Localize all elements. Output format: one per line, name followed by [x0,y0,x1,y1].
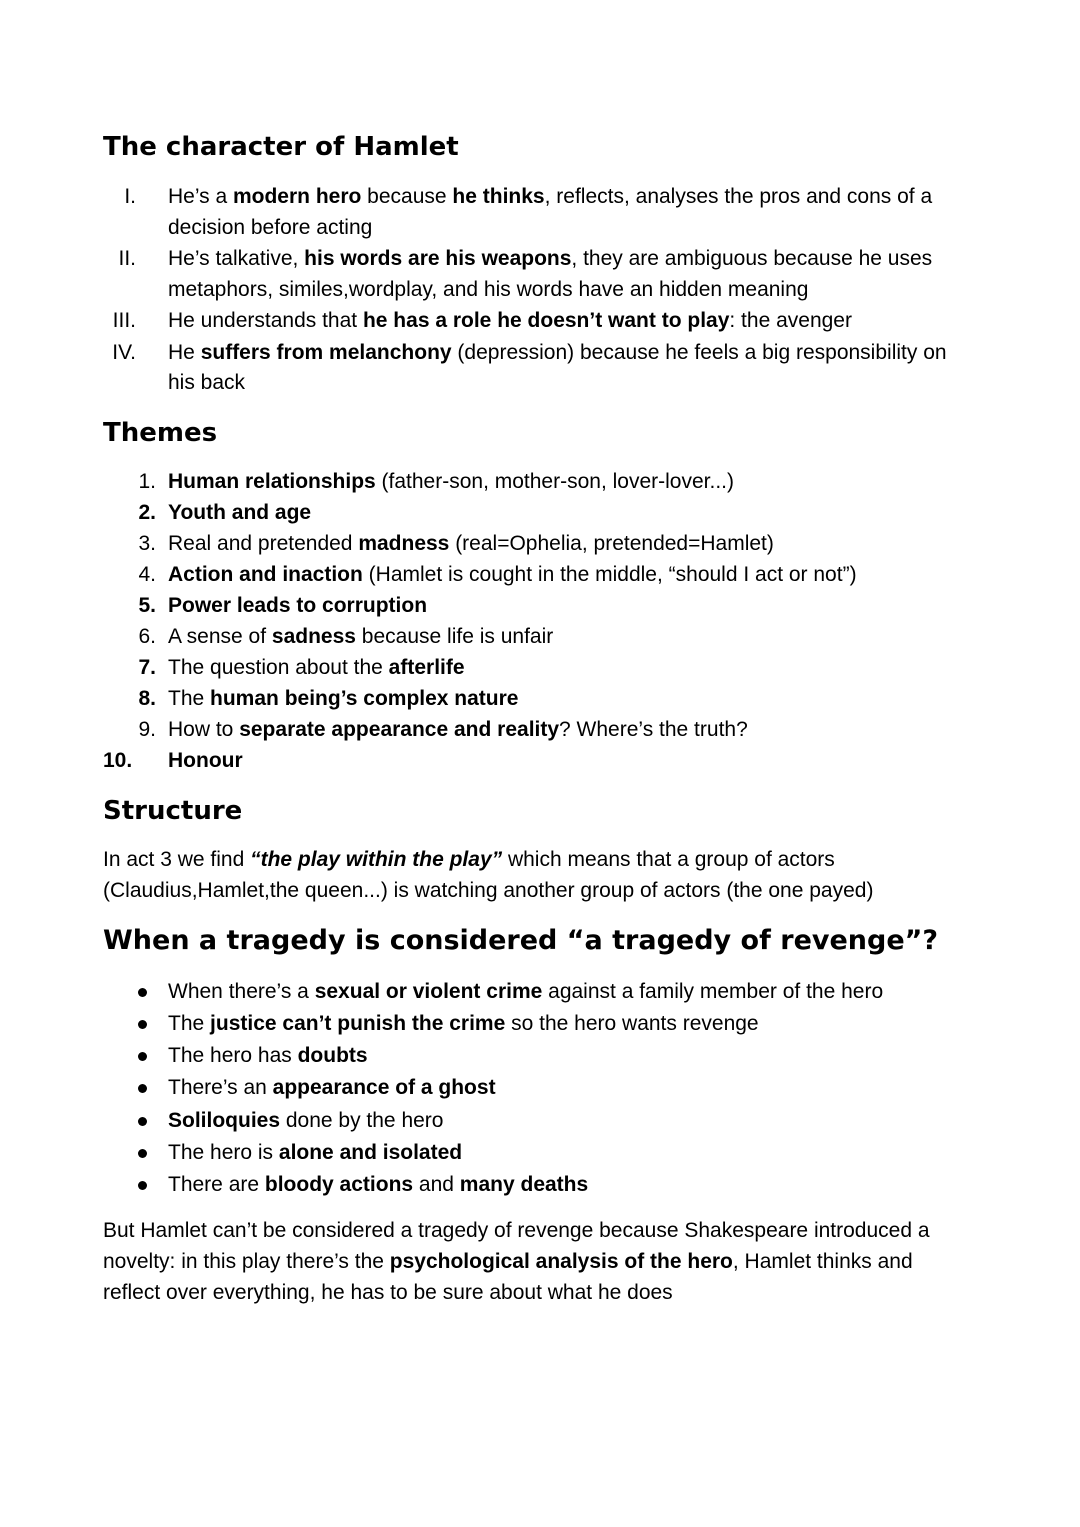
bold-text: suffers from melanchony [200,341,452,364]
text-run: so the hero wants revenge [505,1012,759,1035]
hamlet-item-1-line-1 [168,183,932,211]
heading-character-of-hamlet: The character of Hamlet [103,132,459,162]
hamlet-item-4-line-2 [168,369,245,397]
text-run: , reflects, analyses the pros and cons of a [544,185,933,208]
text-run: , they are ambiguous because he uses [571,247,933,270]
theme-item [168,685,518,713]
bold-text: Power leads to corruption [168,594,428,617]
theme-number: 7. [138,656,156,679]
conclusion-line-2 [103,1248,913,1276]
theme-number: 5. [138,594,156,617]
text-run: , Hamlet thinks and [732,1250,913,1273]
hamlet-item-2-line-2 [168,276,808,304]
text-run: his back [168,371,246,394]
bold-text: Youth and age [168,501,312,524]
theme-number: 2. [138,501,156,524]
bold-text: sadness [271,625,356,648]
hamlet-item-1-line-2 [168,214,372,242]
revenge-item [168,1010,759,1038]
text-run: because life is unfair [355,625,554,648]
text-run: When there’s a [168,980,315,1003]
text-run: In act 3 we find [103,848,251,871]
bold-text: he thinks [452,185,545,208]
theme-number: 3. [138,532,156,555]
theme-item [168,716,748,744]
bold-text: Human relationships [168,470,376,493]
bold-text: appearance of a ghost [272,1076,496,1099]
hamlet-item-2-line-1 [168,245,932,273]
revenge-item [168,1074,496,1102]
bullet-icon [138,1084,147,1093]
text-run: decision before acting [168,216,373,239]
text-run: metaphors, similes,wordplay, and his words have an hidden meaning [168,278,809,301]
theme-item [168,561,857,589]
text-run: : the avenger [729,309,852,332]
text-run: The hero is [168,1141,279,1164]
bullet-icon [138,1181,147,1190]
bullet-icon [138,1020,147,1029]
text-run: The hero has [168,1044,298,1067]
bold-text: his words are his weapons [304,247,572,270]
theme-item [168,530,774,558]
bold-text [250,848,502,871]
theme-item [168,623,553,651]
theme-item [168,747,243,775]
bold-text: alone and isolated [278,1141,463,1164]
bullet-icon [138,1052,147,1061]
text-run: Real and pretended [168,532,359,555]
text-run: A sense of [168,625,272,648]
bold-text: doubts [297,1044,368,1067]
text-run: (depression) because he feels a big responsibility on [451,341,947,364]
hamlet-item-4-line-1 [168,339,947,367]
theme-item [168,499,311,527]
bold-text: justice can’t punish the crime [210,1012,506,1035]
text-run: because [361,185,453,208]
text-run: reflect over everything, he has to be sure about what he does [103,1281,673,1304]
bold-text: Action and inaction [168,563,363,586]
theme-number: 4. [138,563,156,586]
theme-number: 6. [138,625,156,648]
text-run: (real=Ophelia, pretended=Hamlet) [449,532,774,555]
text-run: There are [168,1173,265,1196]
text-run: He’s talkative, [168,247,305,270]
bold-text: bloody actions [264,1173,414,1196]
text-run: and [413,1173,460,1196]
bold-text: Honour [168,749,243,772]
revenge-item [168,1107,443,1135]
revenge-item [168,1139,462,1167]
theme-number: 8. [138,687,156,710]
text-run: The question about the [168,656,389,679]
heading-themes: Themes [103,418,218,448]
bold-text: sexual or violent crime [314,980,543,1003]
heading-structure: Structure [103,796,243,826]
structure-paragraph-line-1 [103,846,835,874]
roman-marker: IV. [112,341,136,364]
bold-text: Soliloquies [168,1109,281,1132]
text-run: The [168,687,211,710]
theme-item [168,592,427,620]
roman-marker: III. [112,309,136,332]
text-run: He [168,341,201,364]
text-run: which means that a group of actors [502,848,835,871]
heading-tragedy-of-revenge: When a tragedy is considered “a tragedy of revenge”? [103,925,939,956]
conclusion-line-1 [103,1217,930,1245]
theme-item [168,468,734,496]
theme-number: 10. [103,749,133,772]
bold-text: psychological analysis of the hero [389,1250,733,1273]
text-run: against a family member of the hero [542,980,884,1003]
bullet-icon [138,1117,147,1126]
text-run: (father-son, mother-son, lover-lover...) [375,470,734,493]
text-run: ? Where’s the truth? [559,718,748,741]
bold-text: afterlife [388,656,465,679]
bold-text: he has a role he doesn’t want to play [362,309,730,332]
text-run: done by the hero [280,1109,444,1132]
bold-text: many deaths [459,1173,589,1196]
text-run: The [168,1012,211,1035]
bullet-icon [138,988,147,997]
bold-text: separate appearance and reality [239,718,560,741]
text-run: novelty: in this play there’s the [103,1250,390,1273]
text-run: How to [168,718,240,741]
text-run: There’s an [168,1076,273,1099]
bold-text: human being’s complex nature [210,687,519,710]
text-run: He understands that [168,309,363,332]
theme-number: 1. [138,470,156,493]
bold-text: modern hero [232,185,362,208]
revenge-item [168,978,883,1006]
theme-item [168,654,465,682]
emphasis-text: “the play within the play” [250,848,503,871]
bullet-icon [138,1149,147,1158]
revenge-item [168,1042,368,1070]
bold-text: madness [358,532,450,555]
structure-paragraph-line-2 [103,877,873,905]
text-run: But Hamlet can’t be considered a tragedy of revenge because Shakespeare introduced a [103,1219,930,1242]
revenge-item [168,1171,588,1199]
text-run: (Hamlet is cought in the middle, “should I act or not”) [362,563,857,586]
conclusion-line-3 [103,1279,673,1307]
text-run: (Claudius,Hamlet,the queen...) is watching another group of actors (the one payed) [103,879,874,902]
roman-marker: II. [118,247,136,270]
text-run: He’s a [168,185,233,208]
theme-number: 9. [138,718,156,741]
roman-marker: I. [124,185,136,208]
hamlet-item-3-line-1 [168,307,852,335]
